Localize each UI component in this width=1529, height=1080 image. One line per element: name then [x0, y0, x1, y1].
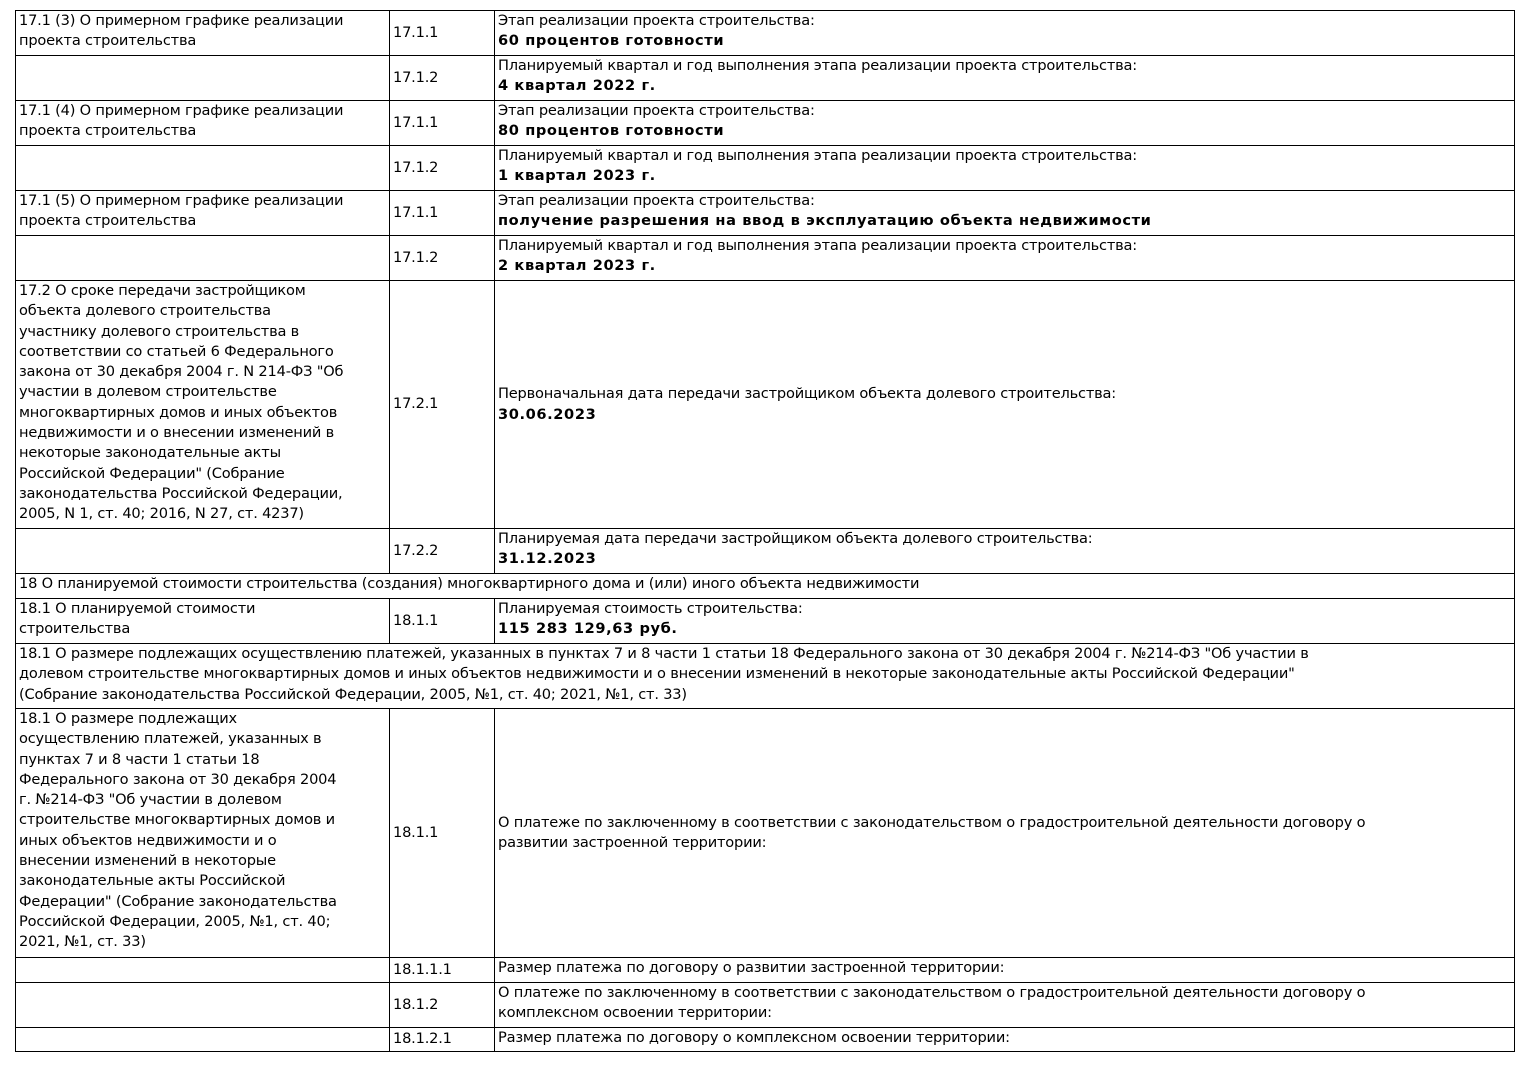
row-title: 17.1 (5) О примерном графике реализации проекта строительства [16, 191, 390, 236]
row-label: Планируемая дата передачи застройщиком объекта долевого строительства: [498, 530, 1093, 547]
row-label: Размер платежа по договору о развитии застроенной территории: [495, 958, 1515, 983]
row-value: 2 квартал 2023 г. [498, 257, 656, 275]
row-label: Этап реализации проекта строительства: [498, 12, 815, 29]
document-table [15, 10, 1515, 1052]
table-row [16, 56, 1515, 101]
row-code: 18.1.1.1 [390, 958, 495, 983]
row-code: 17.1.1 [390, 101, 495, 146]
row-label: Первоначальная дата передачи застройщиком объекта долевого строительства: [498, 385, 1117, 403]
section-header-row [16, 644, 1515, 709]
row-title [16, 1028, 390, 1052]
row-code: 18.1.2 [390, 983, 495, 1028]
row-content [495, 529, 1515, 574]
row-code: 17.2.1 [390, 281, 495, 529]
row-title: 17.1 (4) О примерном графике реализации проекта строительства [16, 101, 390, 146]
row-title [16, 146, 390, 191]
row-code: 18.1.2.1 [390, 1028, 495, 1052]
table-row [16, 191, 1515, 236]
table-row [16, 1028, 1515, 1052]
table-row [16, 101, 1515, 146]
row-label: О платеже по заключенному в соответствии с законодательством о градостроительной деятельности договору о развитии застроенной территории: [495, 709, 1515, 958]
row-value: получение разрешения на ввод в эксплуатацию объекта недвижимости [498, 212, 1152, 230]
row-code: 18.1.1 [390, 599, 495, 644]
row-title [16, 236, 390, 281]
row-content [495, 191, 1515, 236]
table-row [16, 983, 1515, 1028]
table-row [16, 529, 1515, 574]
section-header-row [16, 574, 1515, 599]
row-content [495, 56, 1515, 101]
row-code: 17.2.2 [390, 529, 495, 574]
row-label: Планируемый квартал и год выполнения этапа реализации проекта строительства: [498, 237, 1137, 254]
row-title: 17.2 О сроке передачи застройщиком объекта долевого строительства участнику долевого строительства в соответствии со статьей 6 Федерального закона от 30 декабря 2004 г. N 214-ФЗ "Об участии в долевом строительстве многоквартирных домов и иных объектов недвижимости и о внесении изменений в некоторые законодательные акты Российской Федерации" (Собрание законодательства Российской Федерации, 2005, N 1, ст. 40; 2016, N 27, ст. 4237) [16, 281, 390, 529]
table-row [16, 146, 1515, 191]
row-code: 17.1.1 [390, 191, 495, 236]
row-content [495, 236, 1515, 281]
row-title: 18.1 О размере подлежащих осуществлению платежей, указанных в пунктах 7 и 8 части 1 статьи 18 Федерального закона от 30 декабря 2004 г. №214-ФЗ "Об участии в долевом строительстве многоквартирных домов и иных объектов недвижимости и о внесении изменений в некоторые законодательные акты Российской Федерации" (Собрание законодательства Российской Федерации, 2005, №1, ст. 40; 2021, №1, ст. 33) [16, 709, 390, 958]
row-code: 18.1.1 [390, 709, 495, 958]
row-value: 30.06.2023 [498, 405, 597, 423]
row-label: Планируемая стоимость строительства: [498, 600, 803, 617]
row-title [16, 56, 390, 101]
row-label: О платеже по заключенному в соответствии с законодательством о градостроительной деятельности договору о комплексном освоении территории: [495, 983, 1515, 1028]
row-code: 17.1.2 [390, 236, 495, 281]
row-code: 17.1.2 [390, 146, 495, 191]
table-row [16, 236, 1515, 281]
row-content [495, 11, 1515, 56]
row-value: 1 квартал 2023 г. [498, 167, 656, 185]
row-label: Планируемый квартал и год выполнения этапа реализации проекта строительства: [498, 57, 1137, 74]
row-content [495, 281, 1515, 529]
row-value: 115 283 129,63 руб. [498, 620, 678, 638]
row-label: Этап реализации проекта строительства: [498, 192, 815, 209]
section-18-header: 18 О планируемой стоимости строительства (создания) многоквартирного дома и (или) иного объекта недвижимости [16, 574, 1515, 599]
row-code: 17.1.2 [390, 56, 495, 101]
row-content [495, 146, 1515, 191]
row-content [495, 599, 1515, 644]
row-content [495, 101, 1515, 146]
row-value: 4 квартал 2022 г. [498, 77, 656, 95]
table-row [16, 11, 1515, 56]
table-row [16, 709, 1515, 958]
row-title [16, 529, 390, 574]
row-value: 80 процентов готовности [498, 122, 725, 140]
section-18-1-header: 18.1 О размере подлежащих осуществлению платежей, указанных в пунктах 7 и 8 части 1 статьи 18 Федерального закона от 30 декабря 2004 г. №214-ФЗ "Об участии в долевом строительстве многоквартирных домов и иных объектов недвижимости и о внесении изменений в некоторые законодательные акты Российской Федерации" (Собрание законодательства Российской Федерации, 2005, №1, ст. 40; 2021, №1, ст. 33) [16, 644, 1515, 709]
row-code: 17.1.1 [390, 11, 495, 56]
row-label: Размер платежа по договору о комплексном освоении территории: [495, 1028, 1515, 1052]
table-row [16, 958, 1515, 983]
row-title [16, 983, 390, 1028]
row-title [16, 958, 390, 983]
row-value: 31.12.2023 [498, 550, 597, 568]
row-label: Планируемый квартал и год выполнения этапа реализации проекта строительства: [498, 147, 1137, 164]
row-title: 17.1 (3) О примерном графике реализации проекта строительства [16, 11, 390, 56]
row-label: Этап реализации проекта строительства: [498, 102, 815, 119]
row-title: 18.1 О планируемой стоимости строительства [16, 599, 390, 644]
row-value: 60 процентов готовности [498, 32, 725, 50]
table-row [16, 281, 1515, 529]
table-row [16, 599, 1515, 644]
